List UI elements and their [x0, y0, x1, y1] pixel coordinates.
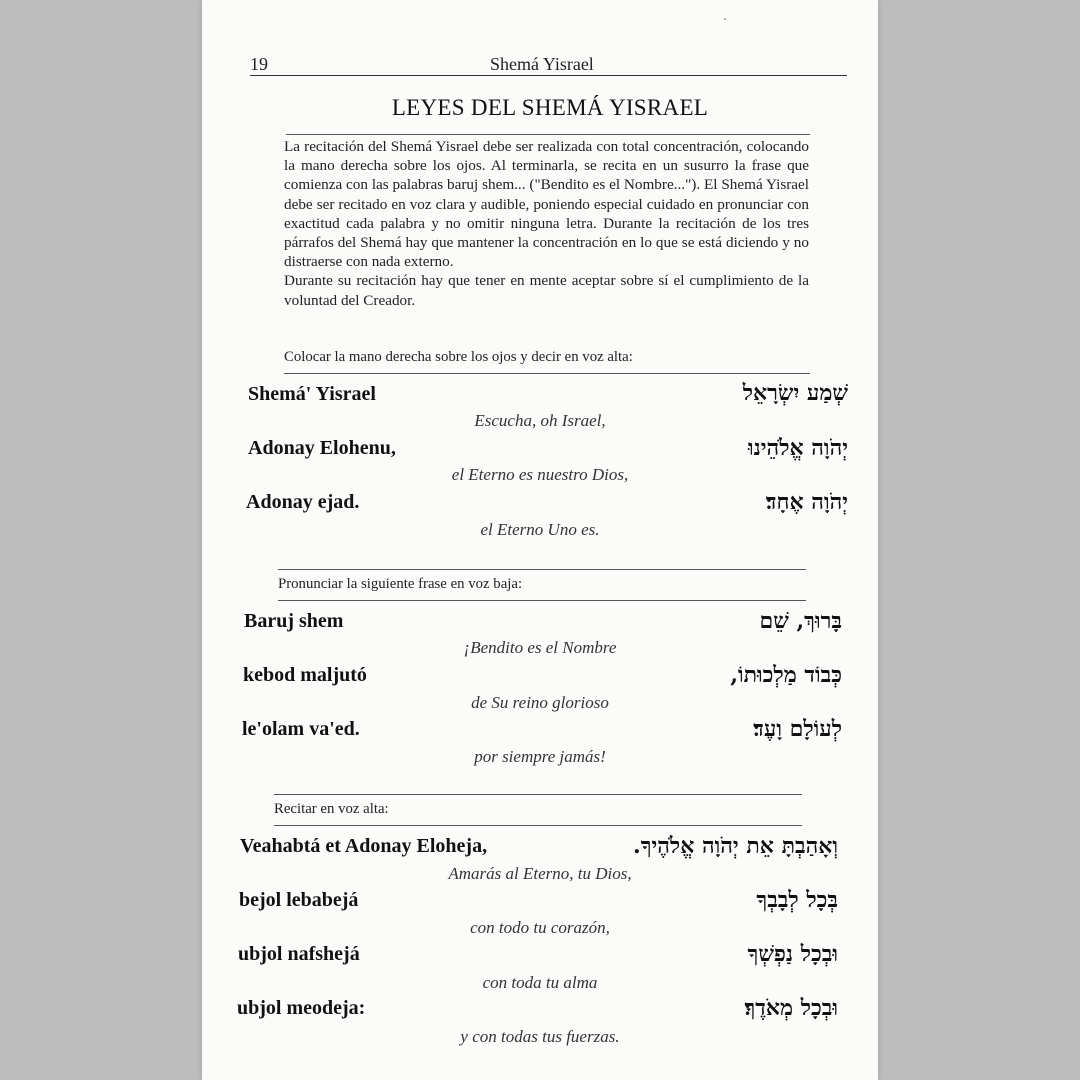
page-speck [724, 18, 726, 20]
header-rule [250, 75, 847, 76]
intro-top-rule [286, 134, 810, 135]
section2-top-rule [278, 569, 806, 570]
section3-instruction: Recitar en voz alta: [274, 801, 389, 817]
section2-translit-2: kebod maljutó [243, 664, 367, 686]
section2-translit-1: Baruj shem [244, 610, 344, 632]
section1-hebrew-1: שְׁמַע יִשְׂרָאֵל [742, 380, 848, 406]
section2-rule [278, 600, 806, 601]
section1-rule [284, 373, 810, 374]
section1-translit-2: Adonay Elohenu, [248, 437, 396, 459]
page-title: LEYES DEL SHEMÁ YISRAEL [391, 95, 709, 120]
section3-hebrew-1: וְאָהַבְתָּ אֵת יְהֹוָה אֱלֹהֶיךָ. [633, 833, 838, 859]
intro-paragraph-2: Durante su recitación hay que tener en mente aceptar sobre sí el cumplimiento de la voluntad del Creador. [284, 272, 809, 309]
section3-translit-1: Veahabtá et Adonay Eloheja, [240, 835, 488, 857]
section3-translation-4: y con todas tus fuerzas. [460, 1027, 620, 1046]
section1-translit-3: Adonay ejad. [246, 491, 360, 513]
section3-translation-2: con todo tu corazón, [470, 918, 610, 937]
section3-top-rule [274, 794, 802, 795]
section2-instruction: Pronunciar la siguiente frase en voz baja: [278, 576, 523, 592]
section2-translation-3: por siempre jamás! [474, 747, 606, 766]
section3-translit-3: ubjol nafshejá [238, 943, 360, 965]
section1-translit-1: Shemá' Yisrael [248, 383, 376, 405]
section2-translation-1: ¡Bendito es el Nombre [463, 638, 617, 657]
section2-hebrew-3: לְעוֹלָם וָעֶד׃ [753, 716, 842, 742]
intro-text [284, 137, 809, 310]
section2-hebrew-2: כְּבוֹד מַלְכוּתוֹ, [730, 662, 842, 688]
section3-translit-4: ubjol meodeja: [237, 997, 366, 1019]
section1-translation-1: Escucha, oh Israel, [474, 411, 606, 430]
section2-translation-2: de Su reino glorioso [471, 693, 609, 712]
section3-translation-1: Amarás al Eterno, tu Dios, [448, 864, 632, 883]
section3-hebrew-2: בְּכָל לְבָבְךָ [756, 887, 838, 913]
section1-hebrew-3: יְהֹוָה אֶחָד׃ [765, 489, 848, 515]
section1-translation-3: el Eterno Uno es. [480, 520, 600, 539]
section3-hebrew-4: וּבְכָל מְאֹדֶךָ׃ [744, 995, 838, 1021]
running-title: Shemá Yisrael [490, 54, 594, 74]
section2-hebrew-1: בָּרוּךְ, שֵׁם [759, 608, 842, 634]
section3-rule [274, 825, 802, 826]
book-page [202, 0, 878, 1080]
page-number: 19 [250, 54, 268, 74]
section3-hebrew-3: וּבְכָל נַפְשְׁךָ [747, 941, 838, 967]
intro-paragraph-1: La recitación del Shemá Yisrael debe ser realizada con total concentración, colocando la mano derecha sobre los ojos. Al terminarla, se recita en un susurro la frase que comienza con las palabras baruj shem... ("Bendito es el Nombre..."). El Shemá Yisrael debe ser recitado en voz clara y audible, poniendo especial cuidado en pronunciar con exactitud cada palabra y no omitir ninguna letra. Durante la recitación de los tres párrafos del Shemá hay que mantener la concentración en lo que se está diciendo y no distraerse con nada externo. [284, 138, 809, 271]
section3-translit-2: bejol lebabejá [239, 889, 359, 911]
section1-hebrew-2: יְהֹוָה אֱלֹהֵינוּ [748, 435, 848, 461]
section3-translation-3: con toda tu alma [482, 973, 598, 992]
section1-translation-2: el Eterno es nuestro Dios, [451, 465, 629, 484]
section2-translit-3: le'olam va'ed. [242, 718, 360, 740]
section1-instruction: Colocar la mano derecha sobre los ojos y decir en voz alta: [284, 349, 633, 365]
